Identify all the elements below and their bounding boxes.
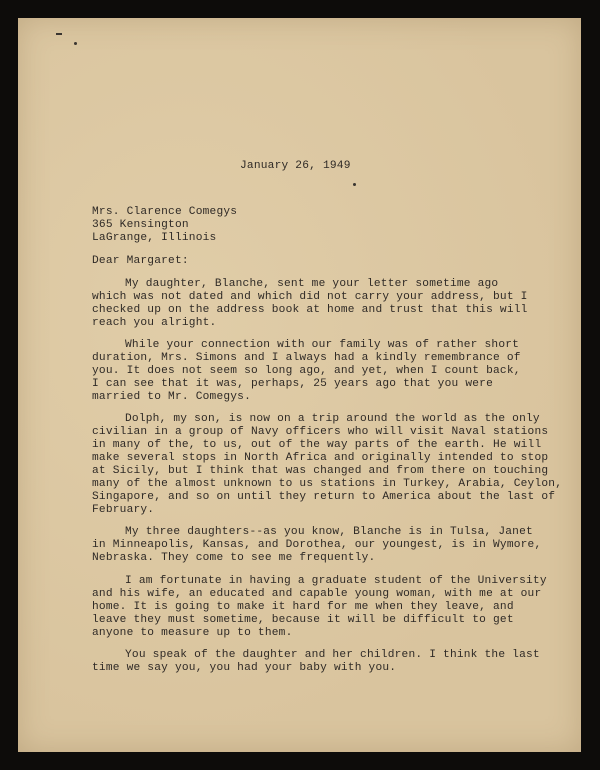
paragraph-3-line: in many of the, to us, out of the way parts of the earth. He will (92, 439, 542, 451)
paragraph-2-line: While your connection with our family was of rather short (125, 339, 520, 351)
salutation: Dear Margaret: (92, 255, 189, 267)
paragraph-5-line: I am fortunate in having a graduate student of the University (125, 575, 547, 587)
paragraph-3-line: February. (92, 504, 155, 516)
paragraph-1-line: checked up on the address book at home and trust that this will (92, 304, 528, 316)
ink-speck (353, 183, 356, 186)
paragraph-3-line: at Sicily, but I think that was changed and from there on touching (92, 465, 549, 477)
paragraph-4-line: My three daughters--as you know, Blanche is in Tulsa, Janet (125, 526, 533, 538)
letter-page (18, 18, 581, 752)
paragraph-3-line: many of the almost unknown to us stations in Turkey, Arabia, Ceylon, (92, 478, 563, 490)
recipient-city: LaGrange, Illinois (92, 232, 217, 244)
paragraph-1-line: My daughter, Blanche, sent me your letter sometime ago (125, 278, 499, 290)
paragraph-6-line: You speak of the daughter and her children. I think the last (125, 649, 540, 661)
paragraph-3-line: civilian in a group of Navy officers who will visit Naval stations (92, 426, 549, 438)
paragraph-2-line: you. It does not seem so long ago, and yet, when I count back, (92, 365, 521, 377)
letter-date: January 26, 1949 (240, 160, 351, 172)
paragraph-3-line: make several stops in North Africa and originally intended to stop (92, 452, 549, 464)
paragraph-4-line: Nebraska. They come to see me frequently. (92, 552, 376, 564)
paragraph-3-line: Singapore, and so on until they return to America about the last of (92, 491, 556, 503)
paragraph-5-line: anyone to measure up to them. (92, 627, 293, 639)
paragraph-5-line: leave they must sometime, because it will be difficult to get (92, 614, 514, 626)
paragraph-1-line: reach you alright. (92, 317, 217, 329)
paragraph-2-line: I can see that it was, perhaps, 25 years ago that you were (92, 378, 493, 390)
paragraph-2-line: married to Mr. Comegys. (92, 391, 252, 403)
paragraph-3-line: Dolph, my son, is now on a trip around the world as the only (125, 413, 540, 425)
ink-speck (74, 42, 77, 45)
paragraph-5-line: home. It is going to make it hard for me when they leave, and (92, 601, 514, 613)
paragraph-4-line: in Minneapolis, Kansas, and Dorothea, our youngest, is in Wymore, (92, 539, 542, 551)
paragraph-5-line: and his wife, an educated and capable young woman, with me at our (92, 588, 542, 600)
ink-speck (56, 33, 62, 35)
paragraph-6-line: time we say you, you had your baby with you. (92, 662, 397, 674)
recipient-name: Mrs. Clarence Comegys (92, 206, 238, 218)
paragraph-1-line: which was not dated and which did not carry your address, but I (92, 291, 528, 303)
paragraph-2-line: duration, Mrs. Simons and I always had a kindly remembrance of (92, 352, 521, 364)
recipient-street: 365 Kensington (92, 219, 189, 231)
